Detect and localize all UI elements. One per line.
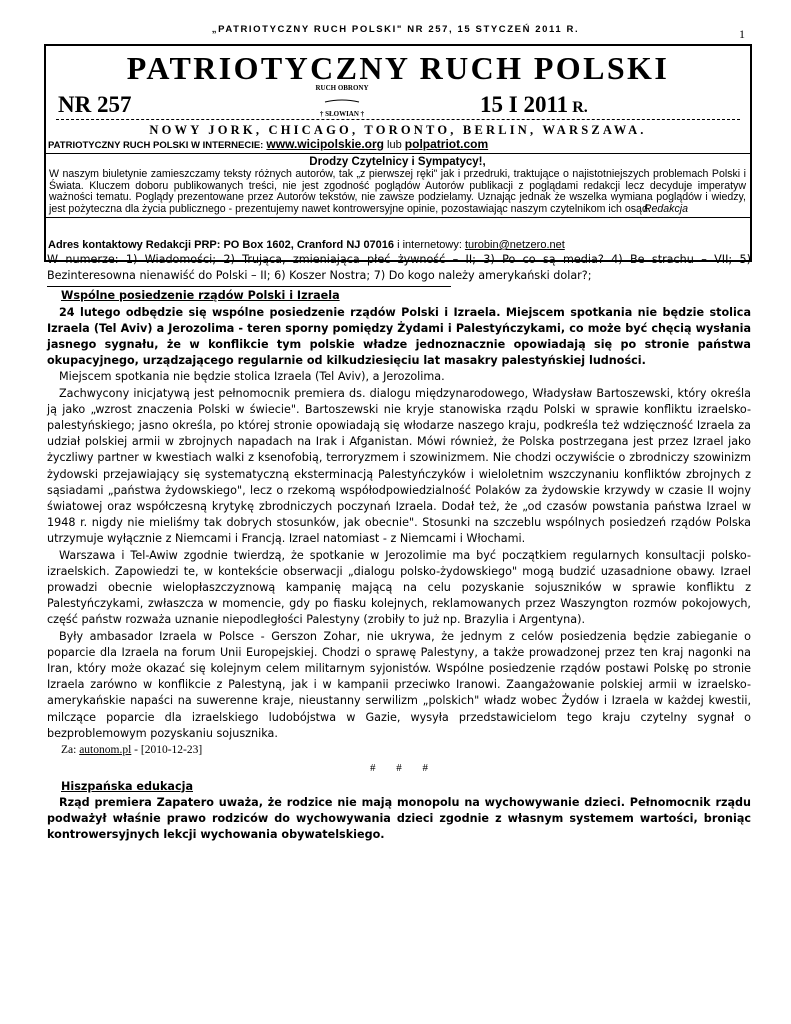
logo-line-1: RUCH OBRONY	[315, 84, 369, 92]
logo-line-2: † SŁOWIAN †	[319, 110, 365, 118]
newspaper-title: PATRIOTYCZNY RUCH POLSKI	[126, 50, 670, 86]
article-1-title: Wspólne posiedzenie rządów Polski i Izraela	[61, 289, 340, 303]
issue-date-main: 15 I 2011	[480, 92, 569, 117]
page-number: 1	[739, 27, 745, 41]
issue-date-suffix: R.	[568, 99, 588, 116]
logo-divider-icon	[311, 99, 373, 105]
issue-contents: W numerze: 1) Wiadomości; 2) Trująca, zmieniająca płeć żywność – II; 3) Po co są media? 4) Be strachu – VII; 5) Bezinteresowna nienawiść do Polski – II; 6) Koszer Nostra; 7) Do kogo należy amerykański dolar?;	[47, 253, 751, 283]
contact-email-label: i internetowy:	[394, 239, 465, 251]
notice-body: W naszym biuletynie zamieszczamy teksty różnych autorów, tak „z pierwszej ręki" jak i przedruki, traktujące o najistotniejszych problemach Polski i Świata. Kluczem doboru publikowanych treści, nie jest zgodność poglądów Autorów publikacji z poglądami redakcji lecz decyduje imperatyw ważności tematu. Poglądy prezentowane przez Autorów tekstów, nie zawsze podzielamy. Uznając jednak że wszelka wymiana poglądów i wiedzy, jest pożyteczna dla życia publicznego - prezentujemy nawet kontrowersyjne opinie, pozostawiając naszym czytelnikom ich osąd.	[49, 168, 746, 216]
online-or: lub	[384, 139, 405, 151]
source-prefix: Za:	[61, 744, 80, 757]
online-link-1[interactable]: www.wicipolskie.org	[266, 137, 384, 151]
issue-date	[480, 92, 588, 118]
article-1-lead: 24 lutego odbędzie się wspólne posiedzenie rządów Polski i Izraela. Miejscem spotkania nie będzie stolica Izraela (Tel Aviv) a Jerozolima - teren sporny pomiędzy Żydami i Palestyńczykami, co może być chęcią wysłania jasnego sygnału, że w konflikcie tym polskie władze jednoznacznie opowiadają się po stronie państwa okupacyjnego, urządzającego regularnie od kilkudziesięciu lat masakry palestyńskiej ludności.	[47, 305, 751, 368]
contact-line	[48, 239, 565, 251]
editorial-notice	[46, 153, 750, 218]
article-1-paragraph: Zachwycony inicjatywą jest pełnomocnik premiera ds. dialogu międzynarodowego, Władysław Bartoszewski, który określa ją jako „wzrost znaczenia Polski w świecie". Bartoszewski nie kryje stanowiska rządu Polski w sprawie konfliktu izraelsko-palestyńskiego; jasno określa, po której stronie opowiadają się włodarze naszego kraju, podkreśla też wdzięczność Izraela za udział polskiej armii w zbrojnych napadach na Irak i Afganistan. Mówi również, że Polska postrzegana jest przez Izrael jako życzliwy partner w kwestiach walki z ksenofobią, terroryzmem i szowinizmem. Nie chodzi oczywiście o zbrodniczy szowinizm żydowski przejawiający się systematyczną eksterminacją Palestyńczyków i wieloletnim wszczynaniu konfliktów zbrojnych z sąsiadami „państwa żydowskiego", lecz o rzekomą współodpowiedzialność Polaków za żydowskie krzywdy w czasie II wojny światowej oraz współczesną krytykę zbrodniczych poczynań Izraela. Dodał też, że „od czasów powstania państwa Izrael w 1948 r. nigdy nie mieliśmy tak dobrych stosunków, jak obecnie". Stosunki na szczeblu wspólnych posiedzeń rządów Polska utrzymuje wyłącznie z Niemcami i Francją. Izrael natomiast - z Niemcami i Włochami.	[47, 386, 751, 546]
section-separator: # # #	[370, 762, 428, 775]
notice-signature: Redakcja	[643, 203, 688, 216]
online-link-2[interactable]: polpatriot.com	[404, 137, 489, 151]
online-label: PATRIOTYCZNY RUCH POLSKI W INTERNECIE:	[48, 140, 264, 151]
main-content	[47, 252, 751, 843]
source-date: - [2010-12-23]	[131, 744, 203, 757]
contents-divider	[47, 286, 451, 287]
masthead-divider	[56, 119, 740, 120]
issue-number: NR 257	[58, 92, 132, 117]
article-1-source	[61, 742, 751, 758]
online-line	[48, 137, 488, 151]
contact-email-link[interactable]: turobin@netzero.net	[464, 239, 565, 251]
masthead	[44, 44, 752, 262]
logo-emblem	[311, 84, 373, 118]
article-1-paragraph: Były ambasador Izraela w Polsce - Gerszon Zohar, nie ukrywa, że jednym z celów posiedzenia będzie zabieganie o poparcie dla Izraela na forum Unii Europejskiej. Chodzi o sprawę Palestyny, a także prowadzonej przez ten kraj nagonki na Iran, który może okazać się kolejnym celem militarnym syjonistów. Wspólne posiedzenie rządów postawi Polskę po stronie Izraela zarówno w konflikcie z Palestyną, jak i w kampanii przeciwko Iranowi. Zaangażowanie polskiej armii w izraelsko-amerykańskie napaści na suwerenne kraje, nieustanny serwilizm „polskich" władz wobec Żydów i Izraela w każdej kwestii, milczące poparcie dla izraelskiego ludobójstwa w Gazie, wysyła przedstawicielom tego kraju czytelny sygnał o bezproblemowym pozyskaniu sojusznika.	[47, 629, 751, 740]
source-link[interactable]: autonom.pl	[79, 744, 132, 757]
cities-line: NOWY JORK, CHICAGO, TORONTO, BERLIN, WARSZAWA.	[149, 123, 647, 137]
contact-label: Adres kontaktowy Redakcji PRP	[48, 239, 217, 251]
running-header: „PATRIOTYCZNY RUCH POLSKI" NR 257, 15 STYCZEŃ 2011 R.	[211, 24, 580, 35]
article-1-paragraph: Warszawa i Tel-Awiw zgodnie twierdzą, że spotkanie w Jerozolimie ma być początkiem regularnych konsultacji polsko-izraelskich. Zapowiedzi te, w kontekście obserwacji „dialogu polsko-żydowskiego" mogą budzić uzasadnione obawy. Izrael prowadzi obecnie wielopłaszczyznową kampanię mającą na celu pozyskanie sojuszników w sprawie konfliktu z Palestyńczykami, zwłaszcza w momencie, gdy po fiasku kolejnych, reklamowanych przez Waszyngton rozmów pokojowych, część państw rozważa uznanie niepodległości Palestyny (zrobiły to już np. Brazylia i Argentyna).	[47, 548, 751, 627]
article-2-title: Hiszpańska edukacja	[61, 779, 193, 793]
contact-address: : PO Box 1602, Cranford NJ 07016	[216, 239, 395, 251]
article-2-lead: Rząd premiera Zapatero uważa, że rodzice nie mają monopolu na wychowywanie dzieci. Pełnomocnik rządu podważył właśnie prawo rodziców do wychowywania dzieci zgodnie z własnym systemem wartości, broniąc kontrowersyjnych lekcji wychowania obywatelskiego.	[47, 795, 751, 842]
article-1-paragraph: Miejscem spotkania nie będzie stolica Izraela (Tel Aviv), a Jerozolima.	[59, 370, 445, 384]
notice-title: Drodzy Czytelnicy i Sympatycy!,	[309, 156, 486, 168]
